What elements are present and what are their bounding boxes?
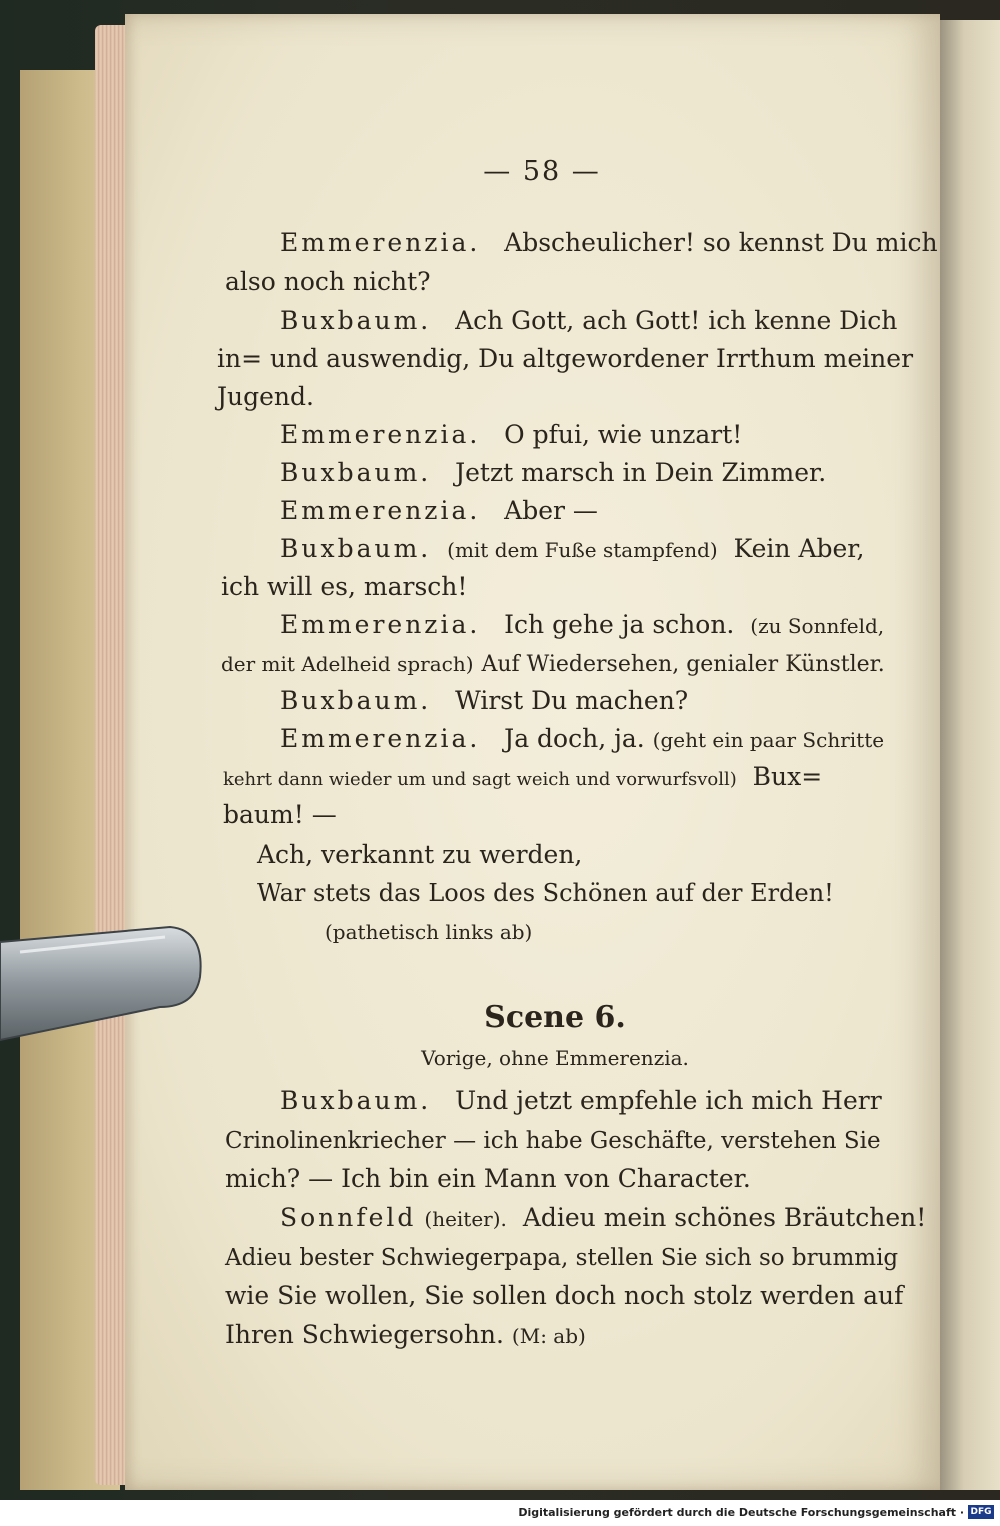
verse-line: Ach, verkannt zu werden, [257, 840, 583, 869]
text-line: Buxbaum. Wirst Du machen? [280, 686, 689, 715]
page-number: — 58 — [483, 156, 601, 187]
text-line: Emmerenzia. Ich gehe ja schon. (zu Sonnfeld, [280, 610, 885, 639]
text-line: Sonnfeld (heiter). Adieu mein schönes Bräutchen! [280, 1203, 927, 1232]
text-line: Adieu bester Schwiegerpapa, stellen Sie sich so brummig [225, 1245, 899, 1271]
speaker: Emmerenzia. [280, 228, 481, 257]
text-line: ich will es, marsch! [221, 572, 468, 601]
text-line: Buxbaum. Ach Gott, ach Gott! ich kenne Dich [280, 306, 898, 335]
text-line: mich? — Ich bin ein Mann von Character. [225, 1164, 751, 1193]
text-line: der mit Adelheid sprach) Auf Wiedersehen, genialer Künstler. [221, 652, 885, 677]
text-line: Ihren Schwiegersohn. (M: ab) [225, 1320, 586, 1349]
text-line: Jugend. [217, 382, 314, 411]
text-line: Crinolinenkriecher — ich habe Geschäfte, verstehen Sie [225, 1128, 881, 1154]
text-line: Emmerenzia. O pfui, wie unzart! [280, 420, 743, 449]
dfg-logo: DFG [968, 1505, 994, 1519]
text-line: Buxbaum. Jetzt marsch in Dein Zimmer. [280, 458, 827, 487]
text-line: Emmerenzia. Aber — [280, 496, 598, 525]
facing-page [940, 20, 1000, 1490]
text-line: in= und auswendig, Du altgewordener Irrthum meiner [217, 344, 914, 373]
text-line [280, 228, 938, 257]
scene-title: Scene 6. [484, 1000, 626, 1035]
verse-line: War stets das Loos des Schönen auf der Erden! [257, 879, 834, 907]
text-line: baum! — [223, 800, 337, 829]
page-holder-clip [0, 922, 205, 1042]
text-line: Buxbaum. (mit dem Fuße stampfend) Kein Aber, [280, 534, 865, 563]
text-line: Buxbaum. Und jetzt empfehle ich mich Herr [280, 1086, 882, 1115]
text-line: Emmerenzia. Ja doch, ja. (geht ein paar Schritte [280, 724, 885, 753]
text-line: wie Sie wollen, Sie sollen doch noch stolz werden auf [225, 1281, 904, 1310]
scene-subtitle: Vorige, ohne Emmerenzia. [421, 1046, 689, 1070]
funding-credit: Digitalisierung gefördert durch die Deutsche Forschungsgemeinschaft · [518, 1506, 964, 1519]
text-line: kehrt dann wieder um und sagt weich und vorwurfsvoll) Bux= [223, 762, 823, 791]
speech: Abscheulicher! so kennst Du mich [504, 228, 938, 257]
text-line: also noch nicht? [225, 267, 431, 296]
stage-direction: (pathetisch links ab) [325, 920, 533, 944]
